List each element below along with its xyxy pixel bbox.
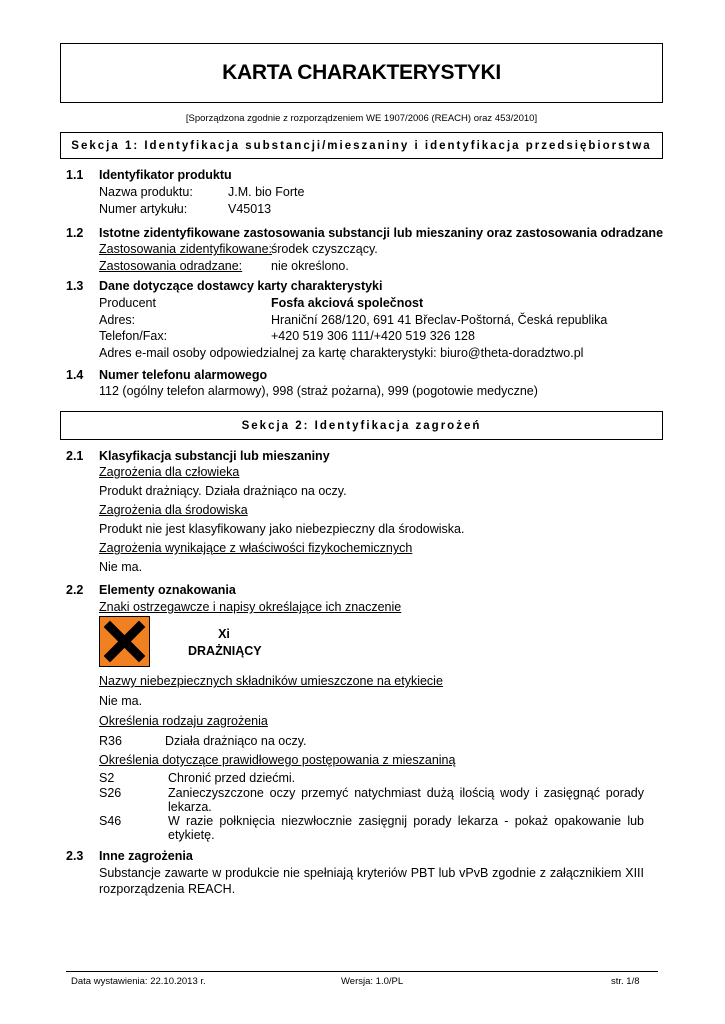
safety-text: Chronić przed dziećmi. <box>168 771 296 785</box>
identified-uses-value: środek czyszczący. <box>271 242 378 256</box>
address-value: Hraniční 268/120, 691 41 Břeclav-Poštorná, Česká republika <box>271 313 608 327</box>
s13-title: Dane dotyczące dostawcy karty charakterystyki <box>99 279 383 293</box>
env-hazards-text: Produkt nie jest klasyfikowany jako niebezpieczny dla środowiska. <box>99 522 465 536</box>
safety-code: S2 <box>99 771 115 785</box>
human-hazards-label: Zagrożenia dla człowieka <box>99 465 240 479</box>
s11-number: 1.1 <box>66 168 84 182</box>
phys-hazards-text: Nie ma. <box>99 560 143 574</box>
footer-version: Wersja: 1.0/PL <box>341 976 404 987</box>
s11-title: Identyfikator produktu <box>99 168 232 182</box>
producer-label: Producent <box>99 296 156 310</box>
s22-number: 2.2 <box>66 583 84 597</box>
section2-header: Sekcja 2: Identyfikacja zagrożeń <box>60 411 663 440</box>
hazard-x-icon <box>99 616 150 667</box>
s14-number: 1.4 <box>66 368 84 382</box>
phys-hazards-label: Zagrożenia wynikające z właściwości fizykochemicznych <box>99 541 413 555</box>
footer-divider <box>66 971 658 972</box>
safety-text: Zanieczyszczone oczy przemyć natychmiast dużą ilością wody i zasięgnąć porady lekarza. <box>168 786 644 814</box>
article-number-value: V45013 <box>228 202 272 216</box>
s14-title: Numer telefonu alarmowego <box>99 368 268 382</box>
safety-code: S46 <box>99 814 122 828</box>
other-hazards-text: Substancje zawarte w produkcie nie spełniają kryteriów PBT lub vPvB zgodnie z załącznikiem XIII rozporządzenia REACH. <box>99 866 644 896</box>
footer-page: str. 1/8 <box>611 976 640 987</box>
s13-number: 1.3 <box>66 279 84 293</box>
email-line: Adres e-mail osoby odpowiedzialnej za kartę charakterystyki: biuro@theta-doradztwo.pl <box>99 346 584 360</box>
warning-signs-label: Znaki ostrzegawcze i napisy określające ich znaczenie <box>99 600 402 614</box>
footer-date: Data wystawienia: 22.10.2013 r. <box>71 976 206 987</box>
document-title: KARTA CHARAKTERYSTYKI <box>222 61 501 84</box>
s12-title: Istotne zidentyfikowane zastosowania substancji lub mieszaniny oraz zastosowania odradzane <box>99 226 664 240</box>
phone-label: Telefon/Fax: <box>99 329 168 343</box>
hazard-symbol-code: Xi <box>218 627 230 641</box>
s12-number: 1.2 <box>66 226 84 240</box>
env-hazards-label: Zagrożenia dla środowiska <box>99 503 248 517</box>
risk-text: Działa drażniąco na oczy. <box>165 734 307 748</box>
components-label: Nazwy niebezpiecznych składników umieszczone na etykiecie <box>99 674 443 688</box>
advised-uses-label: Zastosowania odradzane: <box>99 259 243 273</box>
emergency-phones: 112 (ogólny telefon alarmowy), 998 (straż pożarna), 999 (pogotowie medyczne) <box>99 384 538 398</box>
s23-number: 2.3 <box>66 849 84 863</box>
section1-header: Sekcja 1: Identyfikacja substancji/mieszaniny i identyfikacja przedsiębiorstwa <box>60 132 663 159</box>
address-label: Adres: <box>99 313 136 327</box>
regulation-note: [Sporządzona zgodnie z rozporządzeniem WE 1907/2006 (REACH) oraz 453/2010] <box>185 113 538 124</box>
phone-value: +420 519 306 111/+420 519 326 128 <box>271 329 475 343</box>
safety-text: W razie połknięcia niezwłocznie zasięgnij porady lekarza - pokaż opakowanie lub etykietę. <box>168 814 644 842</box>
safety-code: S26 <box>99 786 122 800</box>
s21-number: 2.1 <box>66 449 84 463</box>
s23-title: Inne zagrożenia <box>99 849 193 863</box>
s22-title: Elementy oznakowania <box>99 583 236 597</box>
s21-title: Klasyfikacja substancji lub mieszaniny <box>99 449 330 463</box>
hazard-symbol-name: DRAŻNIĄCY <box>188 644 262 658</box>
components-text: Nie ma. <box>99 694 143 708</box>
risk-code: R36 <box>99 734 122 748</box>
risk-phrases-label: Określenia rodzaju zagrożenia <box>99 714 268 728</box>
advised-uses-value: nie określono. <box>271 259 349 273</box>
identified-uses-label: Zastosowania zidentyfikowane: <box>99 242 273 256</box>
human-hazards-text: Produkt drażniący. Działa drażniąco na oczy. <box>99 484 347 498</box>
safety-phrases-label: Określenia dotyczące prawidłowego postępowania z mieszaniną <box>99 753 456 767</box>
article-number-label: Numer artykułu: <box>99 202 188 216</box>
product-name-value: J.M. bio Forte <box>228 185 305 199</box>
product-name-label: Nazwa produktu: <box>99 185 193 199</box>
title-box <box>60 43 663 103</box>
producer-value: Fosfa akciová společnost <box>271 296 424 310</box>
